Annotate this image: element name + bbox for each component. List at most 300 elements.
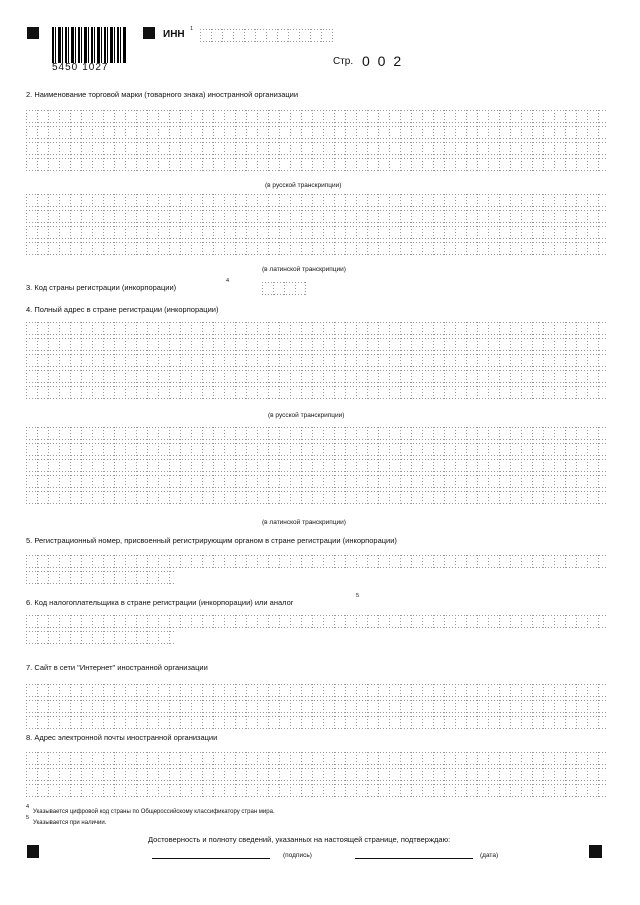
cell-row[interactable] bbox=[26, 210, 608, 223]
cell-divider bbox=[246, 475, 247, 488]
cell-divider bbox=[169, 459, 170, 472]
cell-divider bbox=[477, 322, 478, 335]
cell-divider bbox=[191, 716, 192, 729]
cell-divider bbox=[48, 194, 49, 207]
cell-divider bbox=[59, 459, 60, 472]
cell-divider bbox=[136, 716, 137, 729]
cell-divider bbox=[169, 226, 170, 239]
cell-divider bbox=[488, 491, 489, 504]
cell-divider bbox=[202, 491, 203, 504]
cell-divider bbox=[213, 322, 214, 335]
cell-divider bbox=[312, 370, 313, 383]
barcode-number-part2: 1027 bbox=[82, 62, 109, 73]
cell-divider bbox=[488, 386, 489, 399]
cell-divider bbox=[147, 322, 148, 335]
cell-divider bbox=[81, 443, 82, 456]
cell-divider bbox=[169, 768, 170, 781]
cell-divider bbox=[499, 555, 500, 568]
cell-divider bbox=[279, 684, 280, 697]
cell-divider bbox=[334, 427, 335, 440]
cell-divider bbox=[224, 443, 225, 456]
cell-divider bbox=[499, 110, 500, 123]
cell-divider bbox=[345, 194, 346, 207]
cell-divider bbox=[444, 475, 445, 488]
cell-divider bbox=[136, 126, 137, 139]
cell-divider bbox=[191, 226, 192, 239]
cell-divider bbox=[389, 322, 390, 335]
cell-divider bbox=[455, 768, 456, 781]
cell-divider bbox=[202, 716, 203, 729]
cell-divider bbox=[37, 784, 38, 797]
cell-divider bbox=[59, 427, 60, 440]
cell-divider bbox=[499, 615, 500, 628]
cell-divider bbox=[367, 555, 368, 568]
cell-divider bbox=[422, 126, 423, 139]
cell-divider bbox=[433, 716, 434, 729]
cell-divider bbox=[378, 427, 379, 440]
cell-divider bbox=[26, 631, 27, 644]
cell-divider bbox=[598, 142, 599, 155]
cell-divider bbox=[488, 142, 489, 155]
cell-divider bbox=[70, 142, 71, 155]
cell-divider bbox=[191, 459, 192, 472]
cell-divider bbox=[488, 242, 489, 255]
cell-divider bbox=[257, 491, 258, 504]
cell-divider bbox=[125, 242, 126, 255]
cell-divider bbox=[411, 716, 412, 729]
cell-divider bbox=[510, 752, 511, 765]
cell-divider bbox=[499, 784, 500, 797]
cell-divider bbox=[246, 491, 247, 504]
cell-row[interactable] bbox=[26, 491, 608, 504]
cell-divider bbox=[532, 158, 533, 171]
cell-divider bbox=[268, 142, 269, 155]
cell-divider bbox=[26, 370, 27, 383]
cell-divider bbox=[433, 226, 434, 239]
cell-row[interactable] bbox=[26, 716, 608, 729]
cell-divider bbox=[554, 354, 555, 367]
cell-divider bbox=[147, 386, 148, 399]
cell-row[interactable] bbox=[26, 752, 608, 765]
cell-divider bbox=[246, 370, 247, 383]
cell-row[interactable] bbox=[26, 370, 608, 383]
cell-divider bbox=[411, 226, 412, 239]
cell-divider bbox=[158, 126, 159, 139]
cell-row[interactable] bbox=[26, 571, 176, 584]
cell-divider bbox=[411, 784, 412, 797]
cell-divider bbox=[598, 210, 599, 223]
cell-row[interactable] bbox=[26, 684, 608, 697]
cell-divider bbox=[301, 158, 302, 171]
cell-divider bbox=[257, 386, 258, 399]
cell-divider bbox=[378, 110, 379, 123]
cell-divider bbox=[576, 491, 577, 504]
cell-divider bbox=[26, 354, 27, 367]
cell-divider bbox=[532, 354, 533, 367]
cell-divider bbox=[257, 427, 258, 440]
cell-divider bbox=[356, 700, 357, 713]
cell-divider bbox=[268, 110, 269, 123]
date-line[interactable] bbox=[355, 858, 473, 859]
cell-divider bbox=[224, 242, 225, 255]
cell-divider bbox=[367, 226, 368, 239]
cell-divider bbox=[59, 768, 60, 781]
cell-divider bbox=[521, 491, 522, 504]
cell-divider bbox=[587, 194, 588, 207]
cell-divider bbox=[367, 110, 368, 123]
cell-divider bbox=[81, 615, 82, 628]
cell-row[interactable] bbox=[200, 29, 333, 42]
cell-divider bbox=[59, 226, 60, 239]
cell-divider bbox=[235, 126, 236, 139]
cell-divider bbox=[521, 370, 522, 383]
cell-divider bbox=[565, 110, 566, 123]
cell-divider bbox=[378, 226, 379, 239]
cell-divider bbox=[81, 427, 82, 440]
cell-divider bbox=[92, 427, 93, 440]
cell-divider bbox=[114, 427, 115, 440]
cell-row[interactable] bbox=[26, 386, 608, 399]
cell-divider bbox=[466, 475, 467, 488]
cell-divider bbox=[312, 475, 313, 488]
cell-divider bbox=[334, 194, 335, 207]
cell-divider bbox=[235, 322, 236, 335]
cell-divider bbox=[499, 226, 500, 239]
cell-divider bbox=[389, 491, 390, 504]
cell-divider bbox=[246, 126, 247, 139]
cell-divider bbox=[554, 386, 555, 399]
cell-divider bbox=[554, 210, 555, 223]
cell-divider bbox=[323, 615, 324, 628]
cell-divider bbox=[554, 768, 555, 781]
cell-divider bbox=[48, 158, 49, 171]
cell-divider bbox=[323, 491, 324, 504]
cell-divider bbox=[477, 716, 478, 729]
cell-divider bbox=[334, 684, 335, 697]
cell-divider bbox=[213, 126, 214, 139]
cell-divider bbox=[279, 459, 280, 472]
cell-divider bbox=[576, 338, 577, 351]
cell-divider bbox=[532, 700, 533, 713]
cell-divider bbox=[136, 194, 137, 207]
cell-divider bbox=[37, 427, 38, 440]
cell-divider bbox=[532, 126, 533, 139]
cell-divider bbox=[114, 768, 115, 781]
cell-divider bbox=[455, 752, 456, 765]
cell-divider bbox=[59, 475, 60, 488]
cell-divider bbox=[191, 110, 192, 123]
cell-divider bbox=[191, 370, 192, 383]
cell-row[interactable] bbox=[262, 282, 306, 295]
cell-divider bbox=[598, 491, 599, 504]
cell-divider bbox=[444, 684, 445, 697]
signature-line[interactable] bbox=[152, 858, 270, 859]
cell-divider bbox=[411, 700, 412, 713]
cell-divider bbox=[235, 491, 236, 504]
cell-divider bbox=[400, 768, 401, 781]
cell-divider bbox=[312, 615, 313, 628]
cell-divider bbox=[81, 752, 82, 765]
cell-divider bbox=[499, 322, 500, 335]
footnote-4-number: 4 bbox=[26, 804, 30, 810]
cell-divider bbox=[290, 491, 291, 504]
cell-divider bbox=[81, 226, 82, 239]
cell-divider bbox=[378, 126, 379, 139]
cell-divider bbox=[246, 158, 247, 171]
cell-divider bbox=[169, 142, 170, 155]
cell-divider bbox=[312, 459, 313, 472]
cell-divider bbox=[587, 475, 588, 488]
cell-divider bbox=[521, 194, 522, 207]
section-3-footnote-ref: 4 bbox=[226, 278, 230, 284]
cell-divider bbox=[543, 615, 544, 628]
cell-divider bbox=[554, 126, 555, 139]
cell-divider bbox=[125, 386, 126, 399]
cell-divider bbox=[389, 427, 390, 440]
cell-divider bbox=[92, 571, 93, 584]
cell-divider bbox=[290, 427, 291, 440]
cell-divider bbox=[279, 752, 280, 765]
section-4-caption-ru: (в русской транскрипции) bbox=[268, 412, 345, 419]
cell-divider bbox=[422, 142, 423, 155]
cell-row[interactable] bbox=[26, 443, 608, 456]
cell-divider bbox=[499, 354, 500, 367]
cell-divider bbox=[345, 110, 346, 123]
cell-divider bbox=[136, 158, 137, 171]
cell-divider bbox=[255, 29, 256, 42]
cell-row[interactable] bbox=[26, 475, 608, 488]
cell-divider bbox=[510, 491, 511, 504]
cell-divider bbox=[356, 386, 357, 399]
cell-divider bbox=[321, 29, 322, 42]
cell-divider bbox=[323, 386, 324, 399]
cell-divider bbox=[389, 768, 390, 781]
cell-row[interactable] bbox=[26, 555, 608, 568]
cell-row[interactable] bbox=[26, 322, 608, 335]
cell-divider bbox=[191, 386, 192, 399]
cell-divider bbox=[147, 555, 148, 568]
cell-divider bbox=[81, 555, 82, 568]
cell-divider bbox=[59, 716, 60, 729]
cell-divider bbox=[290, 126, 291, 139]
signature-label: (подпись) bbox=[283, 852, 312, 859]
cell-divider bbox=[345, 716, 346, 729]
cell-divider bbox=[455, 110, 456, 123]
cell-divider bbox=[598, 684, 599, 697]
cell-divider bbox=[103, 194, 104, 207]
cell-divider bbox=[488, 768, 489, 781]
cell-divider bbox=[191, 443, 192, 456]
cell-divider bbox=[521, 684, 522, 697]
cell-divider bbox=[543, 142, 544, 155]
cell-divider bbox=[235, 443, 236, 456]
cell-row[interactable] bbox=[26, 354, 608, 367]
cell-divider bbox=[103, 768, 104, 781]
cell-row[interactable] bbox=[26, 142, 608, 155]
cell-divider bbox=[103, 338, 104, 351]
cell-divider bbox=[587, 555, 588, 568]
cell-divider bbox=[499, 194, 500, 207]
cell-divider bbox=[433, 555, 434, 568]
cell-divider bbox=[356, 110, 357, 123]
cell-divider bbox=[301, 126, 302, 139]
cell-divider bbox=[158, 491, 159, 504]
cell-divider bbox=[543, 370, 544, 383]
cell-divider bbox=[576, 716, 577, 729]
cell-divider bbox=[37, 443, 38, 456]
cell-divider bbox=[554, 443, 555, 456]
cell-divider bbox=[312, 684, 313, 697]
cell-divider bbox=[268, 354, 269, 367]
cell-divider bbox=[521, 386, 522, 399]
cell-divider bbox=[334, 142, 335, 155]
cell-divider bbox=[26, 226, 27, 239]
cell-divider bbox=[114, 242, 115, 255]
cell-row[interactable] bbox=[26, 459, 608, 472]
cell-divider bbox=[488, 158, 489, 171]
cell-row[interactable] bbox=[26, 768, 608, 781]
cell-row[interactable] bbox=[26, 110, 608, 123]
cell-divider bbox=[279, 194, 280, 207]
cell-row[interactable] bbox=[26, 242, 608, 255]
cell-divider bbox=[169, 354, 170, 367]
cell-divider bbox=[103, 443, 104, 456]
cell-divider bbox=[103, 615, 104, 628]
cell-divider bbox=[301, 459, 302, 472]
cell-divider bbox=[334, 615, 335, 628]
cell-divider bbox=[48, 142, 49, 155]
cell-divider bbox=[92, 752, 93, 765]
cell-divider bbox=[521, 226, 522, 239]
cell-divider bbox=[70, 210, 71, 223]
cell-divider bbox=[554, 226, 555, 239]
cell-row[interactable] bbox=[26, 158, 608, 171]
cell-divider bbox=[576, 126, 577, 139]
cell-divider bbox=[389, 443, 390, 456]
cell-divider bbox=[323, 475, 324, 488]
cell-divider bbox=[26, 110, 27, 123]
cell-divider bbox=[345, 158, 346, 171]
cell-divider bbox=[169, 700, 170, 713]
cell-divider bbox=[81, 459, 82, 472]
cell-divider bbox=[323, 338, 324, 351]
cell-row[interactable] bbox=[26, 615, 608, 628]
cell-divider bbox=[191, 194, 192, 207]
cell-divider bbox=[257, 354, 258, 367]
cell-divider bbox=[37, 716, 38, 729]
cell-divider bbox=[488, 475, 489, 488]
cell-divider bbox=[180, 475, 181, 488]
cell-divider bbox=[202, 370, 203, 383]
cell-divider bbox=[598, 615, 599, 628]
cell-divider bbox=[70, 491, 71, 504]
cell-divider bbox=[48, 700, 49, 713]
cell-divider bbox=[169, 631, 170, 644]
cell-divider bbox=[422, 491, 423, 504]
cell-divider bbox=[411, 370, 412, 383]
cell-divider bbox=[400, 555, 401, 568]
cell-divider bbox=[268, 700, 269, 713]
cell-divider bbox=[400, 210, 401, 223]
cell-divider bbox=[356, 427, 357, 440]
cell-divider bbox=[125, 338, 126, 351]
cell-divider bbox=[510, 684, 511, 697]
cell-divider bbox=[367, 784, 368, 797]
cell-divider bbox=[576, 555, 577, 568]
cell-divider bbox=[543, 242, 544, 255]
cell-row[interactable] bbox=[26, 338, 608, 351]
cell-divider bbox=[532, 338, 533, 351]
cell-divider bbox=[532, 370, 533, 383]
cell-divider bbox=[554, 475, 555, 488]
cell-divider bbox=[510, 370, 511, 383]
cell-divider bbox=[587, 142, 588, 155]
cell-divider bbox=[312, 784, 313, 797]
cell-row[interactable] bbox=[26, 226, 608, 239]
cell-row[interactable] bbox=[26, 700, 608, 713]
cell-divider bbox=[334, 158, 335, 171]
cell-row[interactable] bbox=[26, 194, 608, 207]
cell-row[interactable] bbox=[26, 784, 608, 797]
cell-divider bbox=[257, 110, 258, 123]
cell-divider bbox=[576, 210, 577, 223]
cell-divider bbox=[356, 354, 357, 367]
cell-divider bbox=[466, 226, 467, 239]
cell-divider bbox=[222, 29, 223, 42]
cell-divider bbox=[400, 752, 401, 765]
cell-divider bbox=[301, 242, 302, 255]
cell-divider bbox=[180, 142, 181, 155]
cell-divider bbox=[158, 752, 159, 765]
cell-divider bbox=[26, 210, 27, 223]
cell-divider bbox=[565, 386, 566, 399]
cell-divider bbox=[180, 768, 181, 781]
cell-divider bbox=[400, 427, 401, 440]
cell-divider bbox=[147, 226, 148, 239]
cell-row[interactable] bbox=[26, 427, 608, 440]
cell-divider bbox=[279, 158, 280, 171]
cell-divider bbox=[246, 784, 247, 797]
cell-divider bbox=[422, 354, 423, 367]
cell-divider bbox=[598, 370, 599, 383]
cell-divider bbox=[103, 631, 104, 644]
cell-divider bbox=[367, 459, 368, 472]
cell-row[interactable] bbox=[26, 631, 176, 644]
cell-divider bbox=[125, 443, 126, 456]
cell-divider bbox=[323, 322, 324, 335]
cell-divider bbox=[499, 768, 500, 781]
cell-divider bbox=[169, 370, 170, 383]
cell-divider bbox=[367, 768, 368, 781]
cell-divider bbox=[213, 784, 214, 797]
cell-divider bbox=[81, 684, 82, 697]
cell-divider bbox=[246, 555, 247, 568]
cell-divider bbox=[521, 126, 522, 139]
cell-divider bbox=[59, 700, 60, 713]
cell-divider bbox=[191, 491, 192, 504]
cell-divider bbox=[290, 784, 291, 797]
cell-divider bbox=[400, 684, 401, 697]
cell-divider bbox=[334, 555, 335, 568]
cell-divider bbox=[48, 491, 49, 504]
cell-divider bbox=[169, 752, 170, 765]
corner-marker-bottom-left bbox=[27, 845, 39, 858]
cell-divider bbox=[543, 475, 544, 488]
cell-divider bbox=[125, 491, 126, 504]
cell-row[interactable] bbox=[26, 126, 608, 139]
cell-divider bbox=[411, 615, 412, 628]
cell-divider bbox=[532, 386, 533, 399]
